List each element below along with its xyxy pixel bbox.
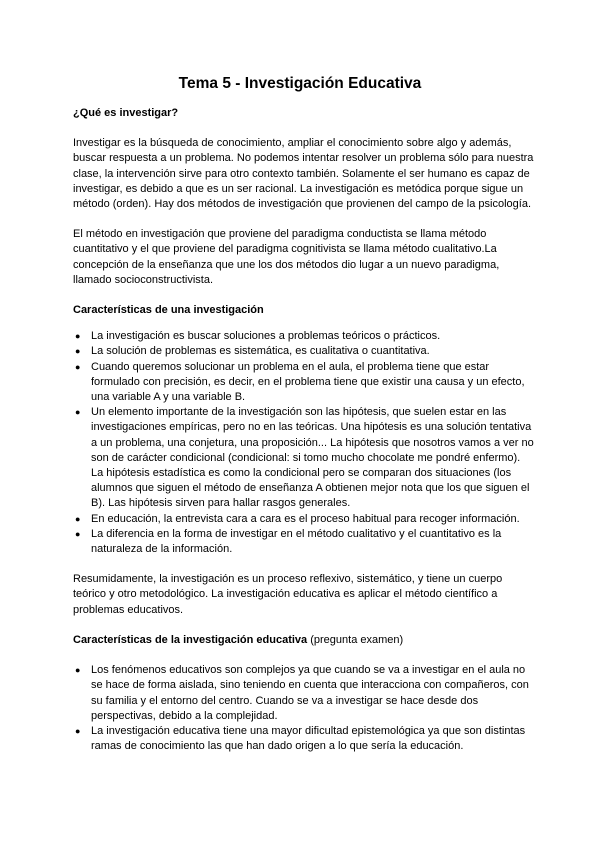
section-heading-que-es-investigar: ¿Qué es investigar? bbox=[73, 107, 179, 119]
page-title: Tema 5 - Investigación Educativa bbox=[178, 75, 422, 92]
bullet-icon: ● bbox=[75, 725, 81, 736]
section-heading-investigacion-educativa: Características de la investigación educativa (pregunta examen) bbox=[73, 633, 404, 646]
document-body bbox=[73, 106, 535, 754]
list-item: ● Los fenómenos educativos son complejos ya que cuando se va a investigar en el aula no se hace de forma aislada, sino teniendo en cuenta que interacciona con compañeros, con su familia y el entorno del centro. Cuando se va a investigar se hace desde dos perspectivas, debido a la complejidad. bbox=[75, 664, 529, 722]
section-heading-caracteristicas-investigacion: Características de una investigación bbox=[73, 304, 264, 317]
bullet-list-investigacion-educativa bbox=[73, 663, 535, 754]
bullet-icon: ● bbox=[75, 346, 81, 357]
paragraph-definition: Investigar es la búsqueda de conocimiento, ampliar el conocimiento sobre algo y además, buscar respuesta a un problema. No podemos intentar resolver un problema sólo para nuestra clase, la intervención sirve para otro contexto también. Solamente el ser humano es capaz de investigar, es debido a que es un ser racional. La investigación es metódica porque sigue un método (orden). Hay dos métodos de investigación que provienen del campo de la psicología. bbox=[73, 137, 534, 211]
exam-note: (pregunta examen) bbox=[307, 633, 404, 646]
paragraph-summary: Resumidamente, la investigación es un proceso reflexivo, sistemático, y tiene un cuerpo teórico y otro metodológico. La investigación educativa es aplicar el método científico a problemas educativos. bbox=[73, 573, 503, 616]
list-item: ● Cuando queremos solucionar un problema en el aula, el problema tiene que estar formulado con precisión, es decir, en el problema tiene que existir una causa y un efecto, una variable A y una variable B. bbox=[75, 360, 525, 404]
bullet-icon: ● bbox=[75, 407, 81, 418]
list-item: ● En educación, la entrevista cara a cara es el proceso habitual para recoger información. bbox=[73, 512, 535, 527]
bullet-icon: ● bbox=[75, 665, 81, 676]
bullet-icon: ● bbox=[75, 513, 81, 524]
bullet-icon: ● bbox=[75, 361, 81, 372]
paragraph-methods: El método en investigación que proviene del paradigma conductista se llama método cuantitativo y el que proviene del paradigma cognitivista se llama método cualitativo.La concepción de la enseñanza que une los dos métodos dio lugar a un nuevo paradigma, llamado socioconstructivista. bbox=[73, 228, 500, 286]
list-item: ● Un elemento importante de la investigación son las hipótesis, que suelen estar en las investigaciones empíricas, pero no en las teóricas. Una hipótesis es una solución tentativa a un problema, una conjetura, una proposición... La hipótesis que nosotros vamos a ver no son de carácter condicional (condicional: si tomo mucho chocolate me pondré enfermo). La hipótesis estadística es como la condicional pero se comparan dos situaciones (los alumnos que siguen el método de enseñanza A obtienen mejor nota que los que siguen el B). Las hipótesis sirven para hallar rasgos generales. bbox=[75, 406, 534, 510]
bullet-icon: ● bbox=[75, 331, 81, 342]
bullet-icon: ● bbox=[75, 528, 81, 539]
list-item: ● La investigación es buscar soluciones a problemas teóricos o prácticos. bbox=[73, 329, 535, 344]
bullet-list-caracteristicas bbox=[73, 329, 535, 557]
list-item: ● La solución de problemas es sistemática, es cualitativa o cuantitativa. bbox=[73, 344, 535, 359]
list-item: ● La diferencia en la forma de investigar en el método cualitativo y el cuantitativo es la naturaleza de la información. bbox=[75, 527, 502, 556]
list-item: ● La investigación educativa tiene una mayor dificultad epistemológica ya que son distintas ramas de conocimiento las que han dado origen a lo que sería la educación. bbox=[75, 724, 526, 753]
